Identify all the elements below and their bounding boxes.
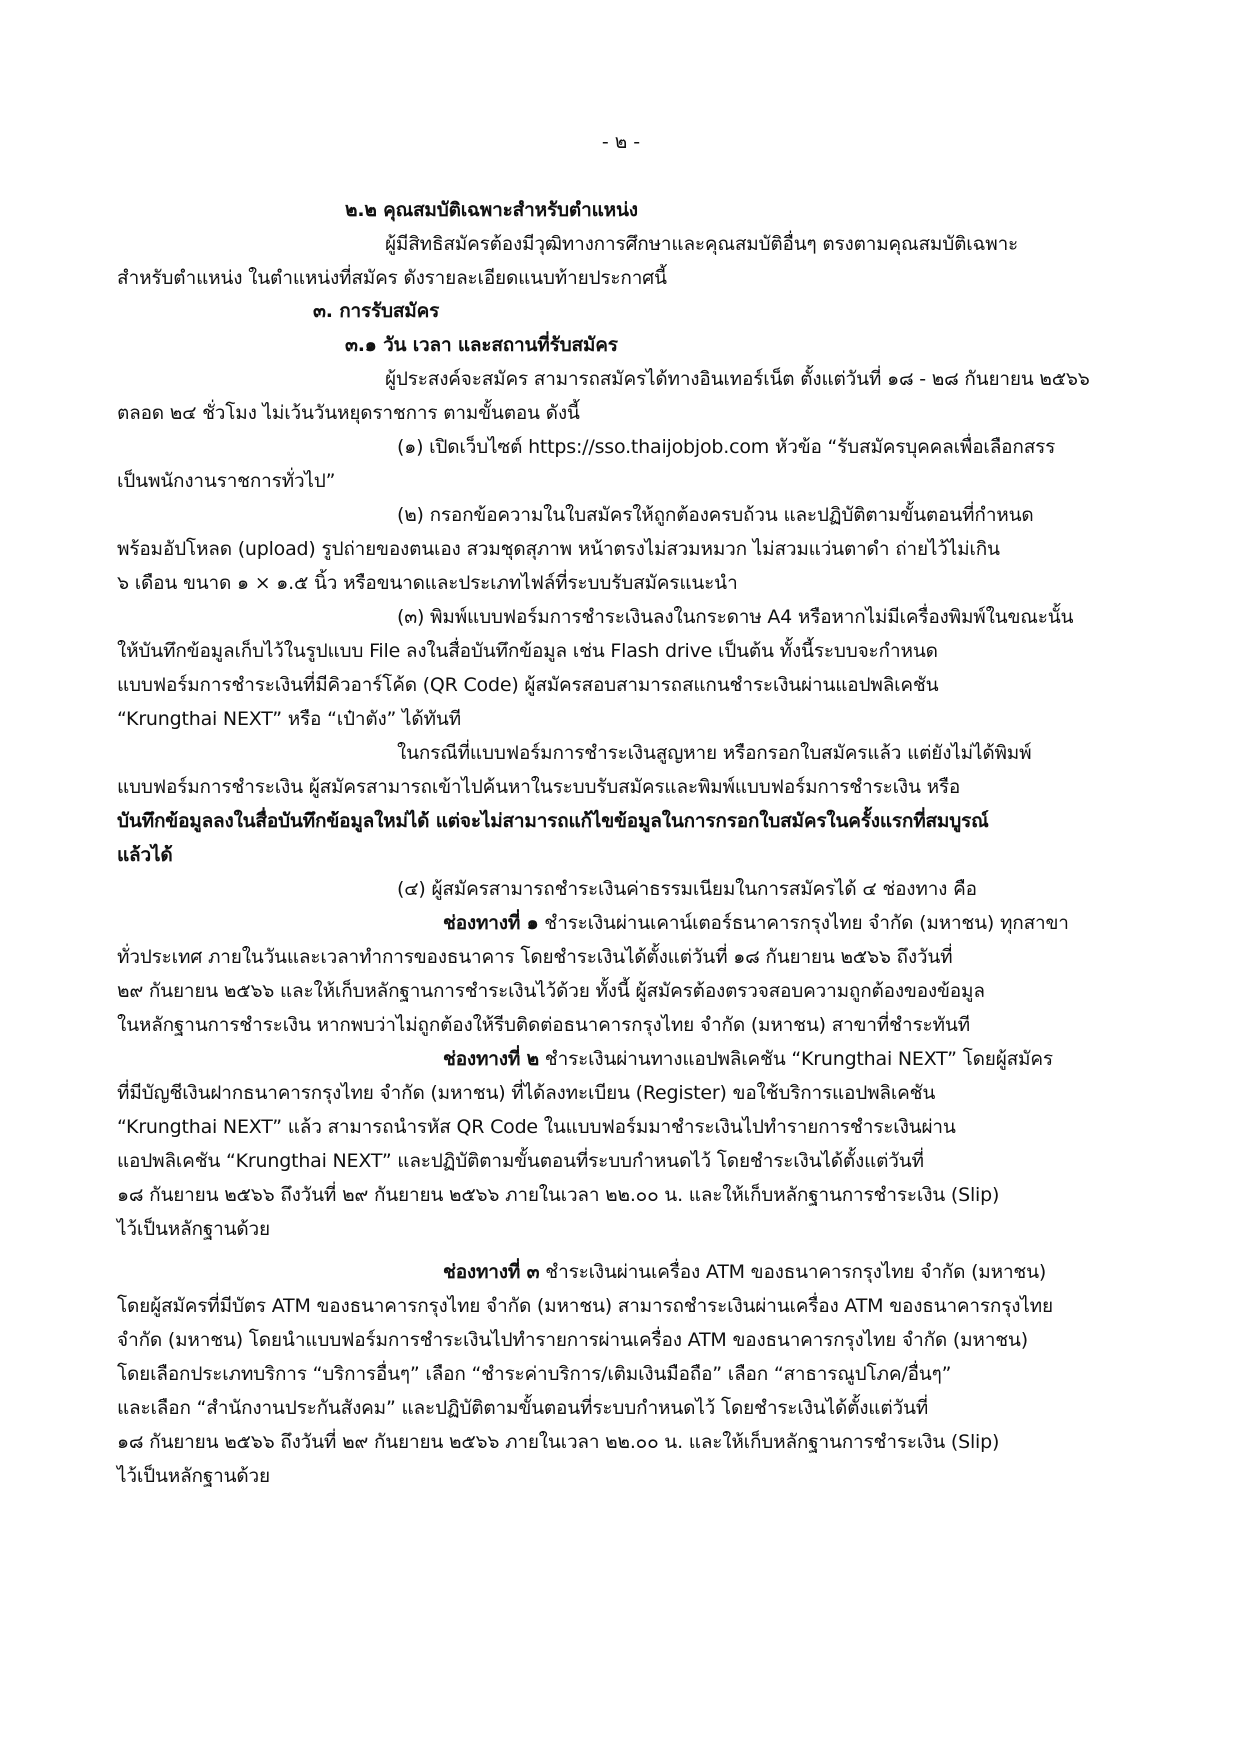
paragraph-line: จำกัด (มหาชน) โดยนำแบบฟอร์มการชำระเงินไปทำรายการผ่านเครื่อง ATM ของธนาคารกรุงไทย จำกัด (มหาชน): [117, 1329, 1028, 1351]
paragraph-line: โดยผู้สมัครที่มีบัตร ATM ของธนาคารกรุงไทย จำกัด (มหาชน) สามารถชำระเงินผ่านเครื่อง ATM ของธนาคารกรุงไทย: [117, 1295, 1053, 1317]
paragraph-line: ๖ เดือน ขนาด ๑ × ๑.๕ นิ้ว หรือขนาดและประเภทไฟล์ที่ระบบรับสมัครแนะนำ: [117, 572, 738, 594]
heading-3: ๓. การรับสมัคร: [313, 300, 440, 322]
paragraph-line: “Krungthai NEXT” หรือ “เป๋าตัง” ได้ทันที: [117, 708, 461, 730]
channel-label: ช่องทางที่ ๓: [443, 1261, 540, 1283]
list-item-1: (๑) เปิดเว็บไซต์ https://sso.thaijobjob.com หัวข้อ “รับสมัครบุคคลเพื่อเลือกสรร: [397, 436, 1056, 458]
paragraph-line-bold: แล้วได้: [117, 844, 173, 866]
paragraph-line: ผู้ประสงค์จะสมัคร สามารถสมัครได้ทางอินเทอร์เน็ต ตั้งแต่วันที่ ๑๘ - ๒๘ กันยายน ๒๕๖๖: [385, 368, 1090, 390]
channel-2-line: ช่องทางที่ ๒ ชำระเงินผ่านทางแอปพลิเคชัน “Krungthai NEXT” โดยผู้สมัคร: [443, 1048, 1053, 1070]
paragraph-line: และเลือก “สำนักงานประกันสังคม” และปฏิบัติตามขั้นตอนที่ระบบกำหนดไว้ โดยชำระเงินได้ตั้งแต่วันที่: [117, 1397, 929, 1419]
paragraph-line: ไว้เป็นหลักฐานด้วย: [117, 1218, 270, 1240]
paragraph-line: ๑๘ กันยายน ๒๕๖๖ ถึงวันที่ ๒๙ กันยายน ๒๕๖๖ ภายในเวลา ๒๒.๐๐ น. และให้เก็บหลักฐานการชำระเงิน (Slip): [117, 1184, 1000, 1206]
page-number: - ๒ -: [601, 131, 641, 153]
paragraph-line: ตลอด ๒๔ ชั่วโมง ไม่เว้นวันหยุดราชการ ตามขั้นตอน ดังนี้: [117, 402, 580, 424]
paragraph-line: ไว้เป็นหลักฐานด้วย: [117, 1465, 270, 1487]
list-item-3: (๓) พิมพ์แบบฟอร์มการชำระเงินลงในกระดาษ A4 หรือหากไม่มีเครื่องพิมพ์ในขณะนั้น: [397, 606, 1074, 628]
channel-label: ช่องทางที่ ๑: [443, 912, 539, 934]
heading-3-1: ๓.๑ วัน เวลา และสถานที่รับสมัคร: [345, 334, 618, 356]
paragraph-line: ผู้มีสิทธิสมัครต้องมีวุฒิทางการศึกษาและคุณสมบัติอื่นๆ ตรงตามคุณสมบัติเฉพาะ: [385, 233, 1019, 255]
paragraph-line: พร้อมอัปโหลด (upload) รูปถ่ายของตนเอง สวมชุดสุภาพ หน้าตรงไม่สวมหมวก ไม่สวมแว่นตาดำ ถ่ายไว้ไม่เกิน: [117, 538, 1000, 560]
channel-label: ช่องทางที่ ๒: [443, 1048, 539, 1070]
paragraph-line-bold: บันทึกข้อมูลลงในสื่อบันทึกข้อมูลใหม่ได้ แต่จะไม่สามารถแก้ไขข้อมูลในการกรอกใบสมัครในครั้งแรกที่สมบูรณ์: [117, 810, 989, 832]
paragraph-line: แบบฟอร์มการชำระเงิน ผู้สมัครสามารถเข้าไปค้นหาในระบบรับสมัครและพิมพ์แบบฟอร์มการชำระเงิน หรือ: [117, 776, 961, 798]
paragraph-line: โดยเลือกประเภทบริการ “บริการอื่นๆ” เลือก “ชำระค่าบริการ/เติมเงินมือถือ” เลือก “สาธารณูปโภค/อื่นๆ”: [117, 1363, 952, 1385]
paragraph-line: ทั่วประเทศ ภายในวันและเวลาทำการของธนาคาร โดยชำระเงินได้ตั้งแต่วันที่ ๑๘ กันยายน ๒๕๖๖ ถึงวันที่: [117, 946, 953, 968]
channel-3-line: ช่องทางที่ ๓ ชำระเงินผ่านเครื่อง ATM ของธนาคารกรุงไทย จำกัด (มหาชน): [443, 1261, 1047, 1283]
list-item-2: (๒) กรอกข้อความในใบสมัครให้ถูกต้องครบถ้วน และปฏิบัติตามขั้นตอนที่กำหนด: [397, 504, 1034, 526]
paragraph-line: ในหลักฐานการชำระเงิน หากพบว่าไม่ถูกต้องให้รีบติดต่อธนาคารกรุงไทย จำกัด (มหาชน) สาขาที่ชำระทันที: [117, 1014, 970, 1036]
paragraph-line: ให้บันทึกข้อมูลเก็บไว้ในรูปแบบ File ลงในสื่อบันทึกข้อมูล เช่น Flash drive เป็นต้น ทั้งนี้ระบบจะกำหนด: [117, 640, 938, 662]
paragraph-line: “Krungthai NEXT” แล้ว สามารถนำรหัส QR Code ในแบบฟอร์มมาชำระเงินไปทำรายการชำระเงินผ่าน: [117, 1116, 956, 1138]
paragraph-line: ที่มีบัญชีเงินฝากธนาคารกรุงไทย จำกัด (มหาชน) ที่ได้ลงทะเบียน (Register) ขอใช้บริการแอปพลิเคชัน: [117, 1082, 936, 1104]
paragraph-line: ๑๘ กันยายน ๒๕๖๖ ถึงวันที่ ๒๙ กันยายน ๒๕๖๖ ภายในเวลา ๒๒.๐๐ น. และให้เก็บหลักฐานการชำระเงิน (Slip): [117, 1431, 1000, 1453]
heading-2-2: ๒.๒ คุณสมบัติเฉพาะสำหรับตำแหน่ง: [345, 199, 638, 221]
channel-1-line: ช่องทางที่ ๑ ชำระเงินผ่านเคาน์เตอร์ธนาคารกรุงไทย จำกัด (มหาชน) ทุกสาขา: [443, 912, 1069, 934]
paragraph-line: ในกรณีที่แบบฟอร์มการชำระเงินสูญหาย หรือกรอกใบสมัครแล้ว แต่ยังไม่ได้พิมพ์: [397, 742, 1032, 764]
list-item-4: (๔) ผู้สมัครสามารถชำระเงินค่าธรรมเนียมในการสมัครได้ ๔ ช่องทาง คือ: [397, 878, 977, 900]
paragraph-line: แอปพลิเคชัน “Krungthai NEXT” และปฏิบัติตามขั้นตอนที่ระบบกำหนดไว้ โดยชำระเงินได้ตั้งแต่วันที่: [117, 1150, 924, 1172]
paragraph-line: แบบฟอร์มการชำระเงินที่มีคิวอาร์โค้ด (QR Code) ผู้สมัครสอบสามารถสแกนชำระเงินผ่านแอปพลิเคชัน: [117, 674, 939, 696]
paragraph-line: ๒๙ กันยายน ๒๕๖๖ และให้เก็บหลักฐานการชำระเงินไว้ด้วย ทั้งนี้ ผู้สมัครต้องตรวจสอบความถูกต้องของข้อมูล: [117, 980, 985, 1002]
paragraph-line: สำหรับตำแหน่ง ในตำแหน่งที่สมัคร ดังรายละเอียดแนบท้ายประกาศนี้: [117, 267, 667, 289]
paragraph-line: เป็นพนักงานราชการทั่วไป”: [117, 470, 336, 492]
